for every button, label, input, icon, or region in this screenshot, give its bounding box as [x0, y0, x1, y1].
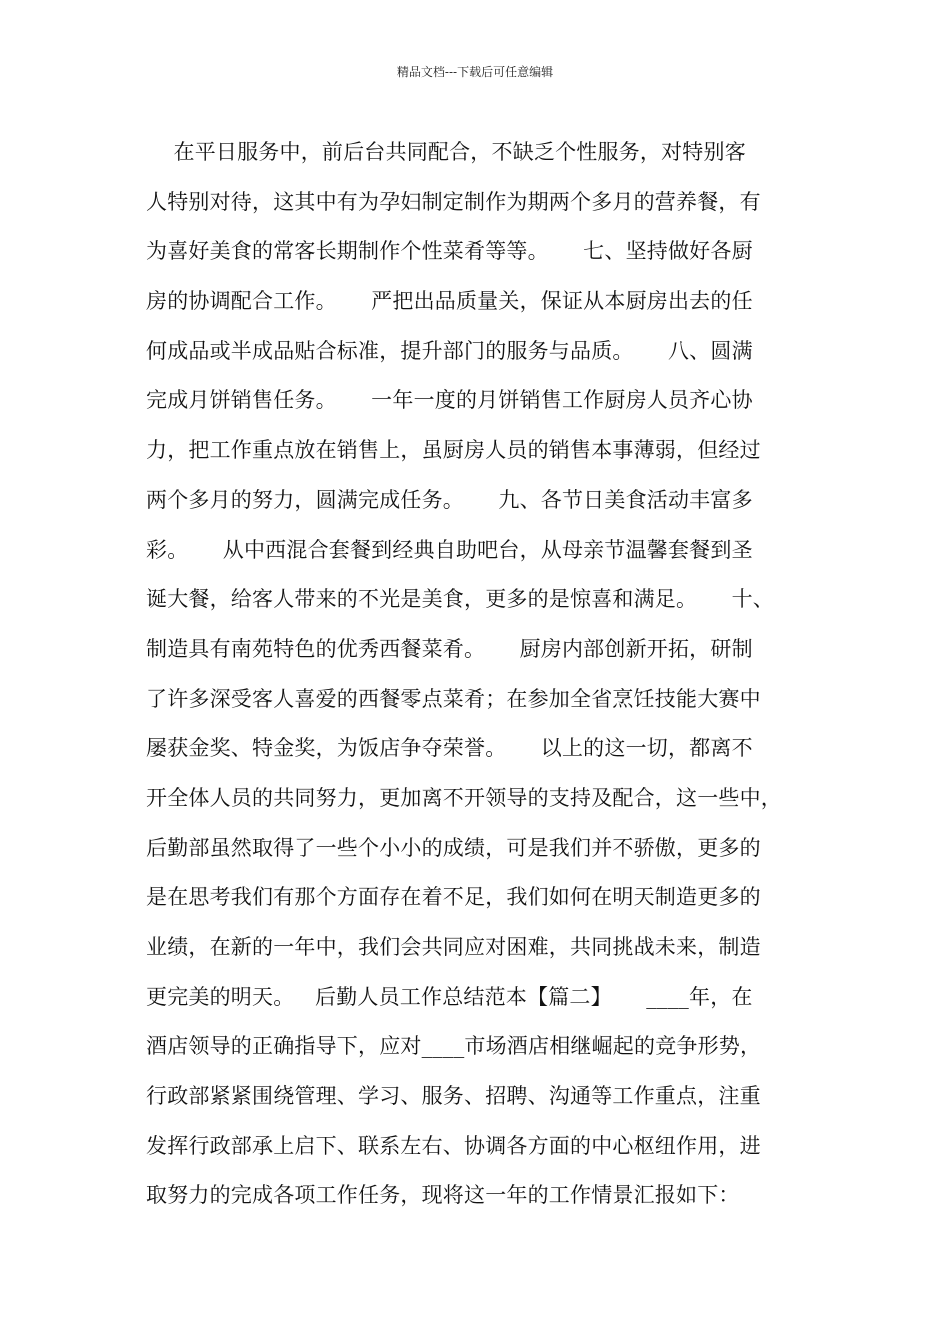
body-line-4: 房的协调配合工作。 严把出品质量关，保证从本厨房出去的任	[146, 289, 753, 314]
body-line-17: 业绩，在新的一年中，我们会共同应对困难，共同挑战未来，制造	[146, 935, 761, 959]
body-line-22: 取努力的完成各项工作任务，现将这一年的工作情景汇报如下：	[146, 1183, 740, 1208]
body-line-7: 力，把工作重点放在销售上，虽厨房人员的销售本事薄弱，但经过	[146, 438, 761, 463]
body-line-5: 何成品或半成品贴合标准，提升部门的服务与品质。 八、圆满	[146, 338, 753, 363]
body-line-18: 更完美的明天。 后勤人员工作总结范本【篇二】 ____年，在	[146, 984, 753, 1009]
document-body	[146, 128, 816, 1221]
body-line-2: 人特别对待，这其中有为孕妇制定制作为期两个多月的营养餐，有	[146, 189, 761, 214]
body-line-16: 是在思考我们有那个方面存在着不足，我们如何在明天制造更多的	[146, 885, 761, 910]
body-line-15: 后勤部虽然取得了一些个小小的成绩，可是我们并不骄傲，更多的	[146, 835, 761, 860]
body-line-12: 了许多深受客人喜爱的西餐零点菜肴；在参加全省烹饪技能大赛中	[146, 686, 761, 711]
body-line-1: 在平日服务中，前后台共同配合，不缺乏个性服务，对特别客	[146, 140, 746, 164]
body-line-10: 诞大餐，给客人带来的不光是美食，更多的是惊喜和满足。 十、	[146, 587, 774, 612]
body-line-20: 行政部紧紧围绕管理、学习、服务、招聘、沟通等工作重点，注重	[146, 1084, 761, 1109]
page-header: 精品文档---下载后可任意编辑	[396, 65, 554, 79]
body-line-8: 两个多月的努力，圆满完成任务。 九、各节日美食活动丰富多	[146, 487, 753, 512]
body-line-21: 发挥行政部承上启下、联系左右、协调各方面的中心枢纽作用，进	[146, 1133, 761, 1158]
body-line-14: 开全体人员的共同努力，更加离不开领导的支持及配合，这一些中，	[146, 785, 782, 810]
body-line-9: 彩。 从中西混合套餐到经典自助吧台，从母亲节温馨套餐到圣	[146, 537, 753, 562]
body-line-11: 制造具有南苑特色的优秀西餐菜肴。 厨房内部创新开拓，研制	[146, 636, 753, 661]
body-line-6: 完成月饼销售任务。 一年一度的月饼销售工作厨房人员齐心协	[146, 388, 753, 413]
body-line-19: 酒店领导的正确指导下，应对____市场酒店相继崛起的竞争形势，	[146, 1034, 762, 1059]
body-line-13: 屡获金奖、特金奖，为饭店争夺荣誉。 以上的这一切，都离不	[146, 736, 753, 761]
body-line-3: 为喜好美食的常客长期制作个性菜肴等等。 七、坚持做好各厨	[146, 239, 753, 264]
